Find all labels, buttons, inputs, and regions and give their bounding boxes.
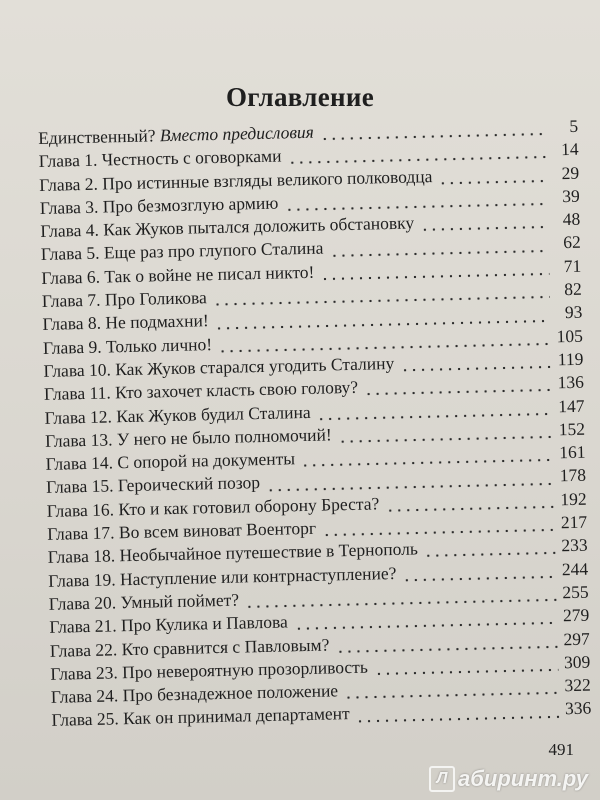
toc-entry-page: 152: [558, 418, 586, 440]
dot-leader: [320, 133, 546, 141]
dot-leader: [338, 435, 553, 443]
toc-entry-page: 322: [564, 674, 591, 696]
chapter-list: [39, 139, 592, 734]
toc-entry-label: Глава 18. Необычайное путешествие в Тернополь: [47, 538, 419, 568]
toc-entry-page: 161: [559, 441, 586, 463]
intro-italic-text: Вместо предисловия: [159, 121, 315, 146]
toc-entry-page: 93: [564, 302, 583, 323]
dot-leader: [374, 668, 558, 675]
page-title: Оглавление: [226, 82, 374, 112]
toc-entry-label: Глава 22. Кто сравнится с Павловым?: [49, 634, 330, 661]
toc-entry-page: 14: [560, 139, 579, 160]
dot-leader: [356, 715, 559, 723]
toc-entry-page: 29: [561, 162, 580, 183]
dot-leader: [329, 249, 548, 257]
dot-leader: [424, 552, 556, 558]
toc-entry-page: 48: [562, 208, 581, 230]
toc-entry-page: 105: [556, 325, 584, 346]
toc-entry-label: Глава 7. Про Голикова: [41, 287, 207, 312]
toc-entry-page: 192: [560, 488, 587, 509]
toc-entry-label: Глава 1. Честность с оговорками: [38, 145, 282, 172]
toc-entry-page: 119: [557, 348, 584, 370]
toc-entry-label: Глава 2. Про истинные взгляды великого полководца: [39, 165, 433, 195]
toc-entry-label: Глава 5. Еще раз про глупого Сталина: [40, 238, 324, 265]
toc-entry-page: 297: [563, 628, 590, 649]
toc-entry-page: 244: [561, 558, 589, 579]
toc-entry-label: Глава 6. Так о войне не писал никто!: [41, 261, 315, 288]
toc-entry-label: Глава 16. Кто и как готовил оборону Бреста?: [46, 493, 380, 521]
toc-entry-label: Глава 21. Про Кулика и Павлова: [49, 611, 289, 638]
toc-entry-page: 255: [562, 581, 589, 603]
toc-entry-page: 336: [564, 698, 592, 719]
toc-entry-label: Глава 15. Героический позор: [45, 472, 261, 498]
toc-entry-page: 136: [557, 371, 585, 393]
dot-leader: [364, 389, 552, 396]
toc-entry-page: 62: [563, 232, 581, 253]
toc-entry-label: Глава 11. Кто захочет класть свою голову?: [43, 377, 359, 405]
toc-entry-label: Глава 12. Как Жуков будил Сталина: [44, 401, 311, 428]
toc-entry-label: Глава 13. У него не было полномочий!: [44, 424, 332, 451]
toc-entry-label: Глава 17. Во всем виноват Военторг: [46, 517, 317, 544]
toc-entry-label: Глава 14. С опорой на документы: [45, 448, 296, 475]
toc-entry-label: Глава 8. Не подмахни!: [42, 310, 209, 335]
watermark: [429, 766, 588, 792]
dot-leader: [439, 179, 548, 184]
toc-entry-label: Глава 19. Наступление или контрнаступление?: [48, 562, 397, 591]
dot-leader: [400, 366, 551, 372]
table-of-contents: [38, 116, 592, 734]
toc-entry-page: 309: [563, 651, 591, 673]
toc-entry-page: 217: [560, 511, 588, 533]
toc-entry-page: 233: [561, 534, 588, 556]
toc-entry-page: 71: [563, 255, 582, 276]
toc-entry-label: Глава 10. Как Жуков старался угодить Сталину: [43, 352, 395, 381]
dot-leader: [420, 226, 548, 232]
toc-entry-page: 39: [561, 185, 580, 207]
toc-entry-label: Глава 25. Как он принимал департамент: [51, 703, 350, 731]
toc-entry-label: Глава 4. Как Жуков пытался доложить обстановку: [40, 212, 415, 242]
toc-entry-page: 279: [562, 604, 590, 626]
toc-entry-label: Глава 9. Только лично!: [42, 333, 213, 358]
dot-leader: [335, 645, 557, 653]
toc-entry-page: 82: [564, 278, 583, 300]
watermark-text: абиринт.ру: [458, 766, 588, 791]
watermark-logo-icon: Л: [429, 766, 455, 792]
toc-entry-page: 178: [559, 465, 587, 486]
toc-entry-label: Глава 23. Про невероятную прозорливость: [50, 656, 369, 684]
page-number: 491: [548, 740, 574, 759]
toc-entry-label: Глава 24. Про безнадежное положение: [50, 680, 339, 707]
toc-entry-label: Глава 3. Про безмозглую армию: [39, 192, 279, 218]
dot-leader: [385, 505, 554, 512]
toc-entry-page: 5: [569, 115, 579, 136]
intro-plain-text: Единственный?: [38, 125, 161, 148]
toc-entry-label: [38, 122, 314, 149]
dot-leader: [403, 575, 557, 581]
dot-leader: [344, 692, 559, 700]
toc-entry-label: Глава 20. Умный поймет?: [48, 589, 240, 614]
toc-entry-page: 147: [557, 395, 585, 416]
